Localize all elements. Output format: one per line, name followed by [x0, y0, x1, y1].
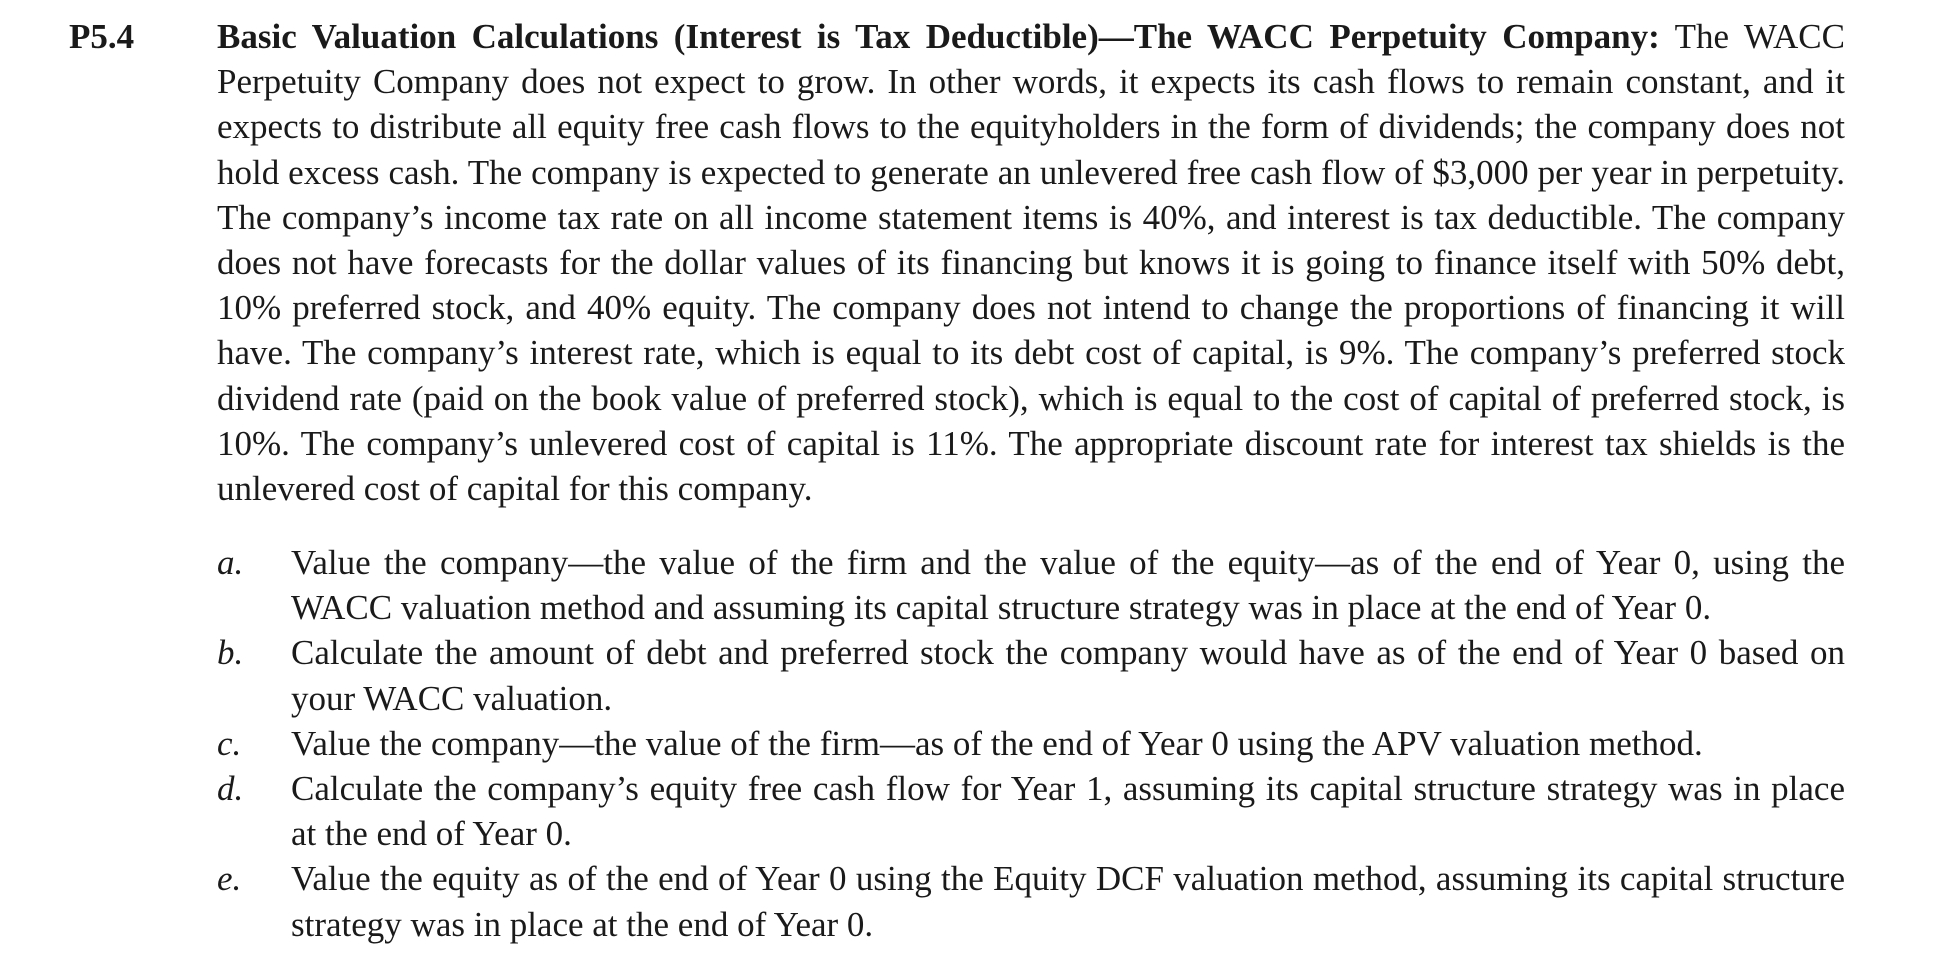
question-part-a [217, 540, 1845, 630]
part-text: Value the equity as of the end of Year 0 using the Equity DCF valuation method, assuming its capital structure strategy was in place at the end of Year 0. [291, 859, 1845, 944]
part-text: Value the company—the value of the firm—as of the end of Year 0 using the APV valuation method. [291, 723, 1703, 763]
problem-number: P5.4 [69, 17, 135, 56]
part-letter: b. [217, 633, 244, 673]
part-letter: d. [217, 769, 244, 809]
problem-title: Basic Valuation Calculations (Interest is Tax Deductible)—The WACC Perpetuity Company: [217, 17, 1660, 56]
part-text: Value the company—the value of the firm and the value of the equity—as of the end of Year 0, using the WACC valuation method and assuming its capital structure strategy was in place at the end of Year 0. [291, 543, 1845, 628]
question-part-e [217, 856, 1845, 946]
part-letter: c. [217, 723, 242, 763]
part-letter: e. [217, 859, 242, 899]
part-text: Calculate the company’s equity free cash flow for Year 1, assuming its capital structure strategy was in place at the end of Year 0. [291, 769, 1845, 854]
problem-statement [217, 14, 1845, 511]
part-text: Calculate the amount of debt and preferred stock the company would have as of the end of Year 0 based on your WACC valuation. [291, 633, 1845, 718]
question-part-c [217, 721, 1845, 766]
question-part-b [217, 630, 1845, 720]
question-parts-list [217, 540, 1845, 947]
part-letter: a. [217, 543, 244, 582]
question-part-d [217, 766, 1845, 856]
problem-body-text: The WACC Perpetuity Company does not expect to grow. In other words, it expects its cash flows to remain constant, and it expects to distribute all equity free cash flows to the equityholders in the form of dividends; the company does not hold excess cash. The company is expected to generate an unlevered free cash flow of $3,000 per year in perpetuity. The company’s income tax rate on all income statement items is 40%, and interest is tax deductible. The company does not have forecasts for the dollar values of its financing but knows it is going to finance itself with 50% debt, 10% preferred stock, and 40% equity. The company does not intend to change the proportions of financing it will have. The company’s interest rate, which is equal to its debt cost of capital, is 9%. The company’s preferred stock dividend rate (paid on the book value of preferred stock), which is equal to the cost of capital of preferred stock, is 10%. The company’s unlevered cost of capital is 11%. The appropriate discount rate for interest tax shields is the unlevered cost of capital for this company. [217, 17, 1845, 509]
